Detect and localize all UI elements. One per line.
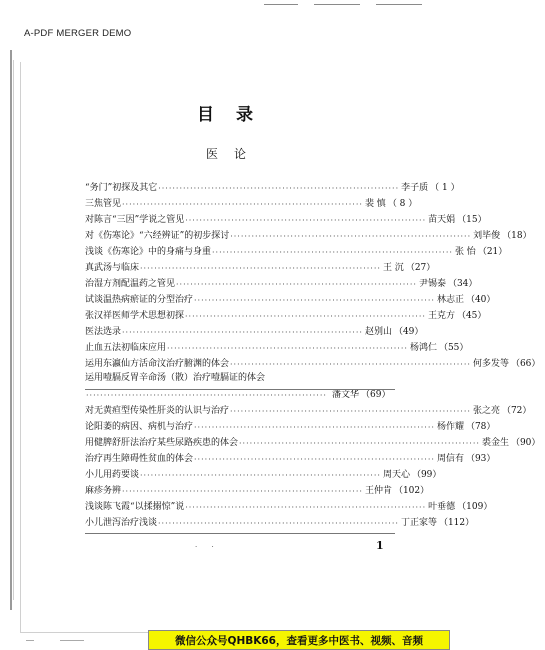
entry-author: 裘金生 <box>481 438 509 448</box>
entry-author: 周天心 <box>382 470 410 480</box>
entry-author: 尹锡泰 <box>418 279 446 289</box>
scan-edge-shadow <box>10 50 12 610</box>
entry-page: （18） <box>502 231 532 241</box>
entry-title: 浅谈陈飞霞“以揉搦惊”说 <box>85 502 185 512</box>
dot-leader: ···································································· <box>185 312 426 321</box>
entry-author: 杨作耀 <box>436 422 464 432</box>
dot-leader: ···································································· <box>122 328 363 337</box>
toc-entry <box>85 274 478 290</box>
dot-leader: ···································································· <box>194 296 435 305</box>
scan-specks: · · <box>195 543 220 551</box>
toc-entry <box>85 513 475 529</box>
entry-title: 对《伤寒论》“六经辨证”的初步探讨 <box>85 231 230 241</box>
entry-page: （34） <box>447 279 478 289</box>
entry-author: 周信有 <box>436 454 464 464</box>
entry-page: （90） <box>510 438 541 448</box>
dot-leader: ···································································· <box>158 519 399 528</box>
entry-author: 林志正 <box>436 295 464 305</box>
toc-entry <box>85 242 508 258</box>
dot-leader: ···································································· <box>185 503 427 512</box>
entry-title: 张汉祥医师学术思想初探 <box>85 311 185 321</box>
entry-page: （69） <box>361 390 391 400</box>
entry-author: 赵别山 <box>364 327 392 337</box>
toc-entry <box>85 210 487 226</box>
entry-author: 张之亮 <box>472 406 500 416</box>
dot-leader: ···································································· <box>167 344 408 353</box>
entry-title: 试谈温热病瘀证的分型治疗 <box>85 295 194 305</box>
toc-entry <box>85 258 436 274</box>
entry-page: （21） <box>477 247 508 257</box>
bottom-rule-left <box>26 640 34 641</box>
entry-title: 治疗再生障碍性贫血的体会 <box>85 454 194 464</box>
dot-leader: ···································································· <box>194 455 435 464</box>
entry-author: 裴 慎 <box>364 199 386 209</box>
page-number: 1 <box>376 539 384 552</box>
toc-entry <box>85 338 469 354</box>
entry-page: （45） <box>456 311 487 321</box>
page-title: 目录 <box>197 105 275 125</box>
scan-edge-shadow-light <box>13 60 14 600</box>
entry-title: 运用噎膈反胃辛命汤（散）治疗噎膈证的体会 <box>85 373 266 383</box>
toc-entry <box>85 290 496 306</box>
entry-author: 张 怡 <box>454 247 476 257</box>
entry-title: 对陈言“三因”学说之管见 <box>85 215 185 225</box>
entry-title: 医法选录 <box>85 327 122 337</box>
entry-page: （109） <box>457 502 493 512</box>
entry-author: 王克方 <box>427 311 455 321</box>
dot-leader: ···································································· <box>230 407 471 416</box>
toc-entry-wrapped-title <box>85 370 395 384</box>
entry-title: 治湿方剂配温药之管见 <box>85 279 176 289</box>
entry-author: 丁正家等 <box>400 518 437 528</box>
entry-title: 麻疹务辨 <box>85 486 122 496</box>
entry-author: 潘文华 <box>331 390 359 400</box>
top-rule-left <box>264 4 298 5</box>
entry-author: 刘毕俊 <box>473 231 501 241</box>
toc-entry <box>85 465 442 481</box>
top-rule-mid <box>314 4 360 5</box>
entry-page: （99） <box>411 470 442 480</box>
toc-entry <box>85 306 487 322</box>
toc-entry <box>85 481 430 497</box>
entry-title: 小儿泄泻治疗浅谈 <box>85 518 158 528</box>
dot-leader: ···································································· <box>230 360 471 369</box>
section-divider <box>85 533 395 534</box>
dot-leader: ···································································· <box>86 391 327 400</box>
entry-page: （102） <box>393 486 430 496</box>
entry-author: 何多发等 <box>472 359 509 369</box>
entry-title: 对无黄疸型传染性肝炎的认识与治疗 <box>85 406 230 416</box>
entry-title: 论阳萎的病因、病机与治疗 <box>85 422 194 432</box>
entry-page: （ 8 ） <box>387 199 418 209</box>
dot-leader: ···································································· <box>212 248 453 257</box>
dot-leader: ···································································· <box>185 216 427 225</box>
entry-page: （15） <box>457 215 487 225</box>
entry-page: （40） <box>465 295 496 305</box>
dot-leader: ···································································· <box>230 232 472 241</box>
dot-leader: ···································································· <box>140 264 381 273</box>
entry-page: （72） <box>501 406 532 416</box>
entry-title: “务门”初探及其它 <box>85 183 158 193</box>
section-divider <box>85 389 395 390</box>
toc-entry <box>85 433 541 449</box>
entry-page: （55） <box>438 343 469 353</box>
toc-entry <box>85 194 418 210</box>
entry-author: 杨鸿仁 <box>409 343 437 353</box>
entry-author: 王 沉 <box>382 263 404 273</box>
dot-leader: ···································································· <box>122 200 363 209</box>
toc-entry <box>85 354 541 370</box>
pdf-merger-watermark: A-PDF MERGER DEMO <box>24 28 132 39</box>
entry-title: 小儿用药要谈 <box>85 470 140 480</box>
toc-entry <box>85 497 493 513</box>
entry-title: 真武汤与临床 <box>85 263 140 273</box>
entry-page: （78） <box>465 422 496 432</box>
entry-page: （27） <box>405 263 436 273</box>
toc-entry <box>85 401 532 417</box>
entry-page: （ 1 ） <box>430 183 460 193</box>
dot-leader: ···································································· <box>239 439 480 448</box>
entry-title: 止血五法初临床应用 <box>85 343 167 353</box>
entry-author: 王仲肯 <box>364 486 392 496</box>
entry-title: 三焦管见 <box>85 199 122 209</box>
bottom-rule-mid <box>60 640 84 641</box>
toc-entry <box>85 226 532 242</box>
entry-page: （112） <box>438 518 475 528</box>
dot-leader: ···································································· <box>176 280 417 289</box>
dot-leader: ···································································· <box>140 471 381 480</box>
entry-title: 浅谈《伤寒论》中的身痛与身重 <box>85 247 212 257</box>
entry-page: （49） <box>393 327 424 337</box>
entry-author: 李子质 <box>401 183 429 193</box>
entry-page: （93） <box>465 454 496 464</box>
toc-entry <box>85 417 496 433</box>
entry-title: 运用东瀛仙方活命汶治疗腑渊的体会 <box>85 359 230 369</box>
toc-entry-wrapped-continuation <box>85 384 395 401</box>
entry-author: 苗天娟 <box>428 215 456 225</box>
entry-title: 用健脾舒肝法治疗某些尿路疾患的体会 <box>85 438 239 448</box>
dot-leader: ···································································· <box>122 487 363 496</box>
entry-page: （66） <box>510 359 541 369</box>
entry-author: 叶垂德 <box>428 502 456 512</box>
dot-leader: ···································································· <box>158 184 400 193</box>
promo-banner: 微信公众号QHBK66，查看更多中医书、视频、音频 <box>148 630 450 650</box>
toc-entry <box>85 178 460 194</box>
table-of-contents <box>85 178 541 529</box>
section-heading: 医论 <box>205 147 262 161</box>
dot-leader: ···································································· <box>194 423 435 432</box>
toc-entry <box>85 322 424 338</box>
top-rule-right <box>376 4 422 5</box>
toc-entry <box>85 449 496 465</box>
